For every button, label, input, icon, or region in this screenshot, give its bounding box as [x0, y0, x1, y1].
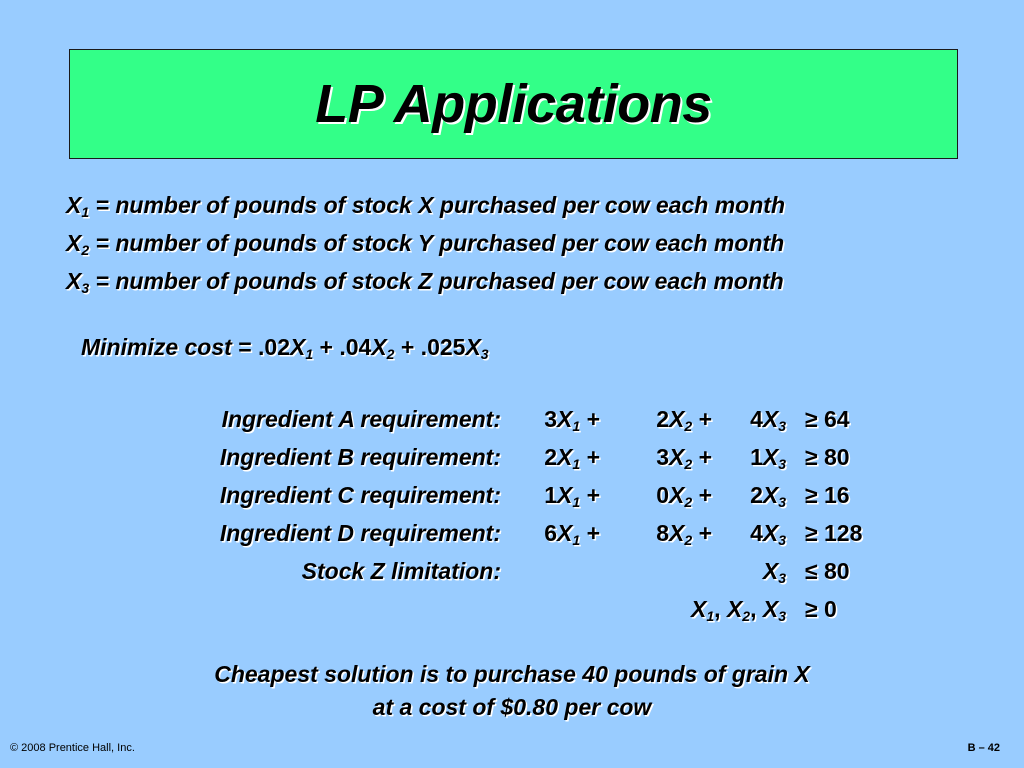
constraint-label: Stock Z limitation:	[301, 558, 501, 584]
def-var: X	[66, 192, 82, 218]
term-3: $1X_3$	[750, 444, 786, 472]
copyright: © 2008 Prentice Hall, Inc.	[10, 742, 135, 754]
constraint-rhs: ≤ 80	[805, 558, 850, 584]
page-number: B – 42	[967, 742, 1000, 754]
variable-definitions	[66, 186, 785, 300]
term-2: $0X_2$ +	[656, 482, 712, 510]
def-text: = number of pounds of stock Y purchased per cow each month	[95, 230, 785, 256]
constraint-rhs: ≥ 80	[805, 444, 850, 470]
conclusion-line-2: at a cost of $0.80 per cow	[372, 694, 652, 720]
constraint-rhs: ≥ 64	[805, 406, 850, 432]
def-var: X	[66, 268, 82, 294]
term-1: $6X_1$ +	[544, 520, 600, 548]
objective-term: + .04	[313, 334, 372, 360]
term-3: $4X_3$	[750, 520, 786, 548]
objective-var: X	[290, 334, 306, 360]
constraint-row	[0, 482, 1024, 520]
constraint-row-nonnegativity	[0, 596, 1024, 634]
constraint-rhs: ≥ 0	[805, 596, 837, 622]
def-sub: 3	[81, 280, 90, 296]
objective-function	[81, 334, 489, 361]
definition-x2	[66, 224, 785, 262]
definition-x3	[66, 262, 785, 300]
objective-var: X	[465, 334, 481, 360]
term-3: $X_3$	[762, 558, 786, 586]
constraint-label: Ingredient D requirement:	[219, 520, 501, 546]
def-var: X	[66, 230, 82, 256]
conclusion-line-1: Cheapest solution is to purchase 40 pounds of grain X	[214, 661, 810, 687]
constraint-label: Ingredient A requirement:	[221, 406, 501, 432]
objective-term: + .025	[394, 334, 466, 360]
term-2: $2X_2$ +	[656, 406, 712, 434]
term-1: $1X_1$ +	[544, 482, 600, 510]
constraint-rhs: ≥ 16	[805, 482, 850, 508]
constraint-label: Ingredient C requirement:	[219, 482, 501, 508]
term-1: $2X_1$ +	[544, 444, 600, 472]
term-3: $4X_3$	[750, 406, 786, 434]
def-sub: 1	[81, 204, 90, 220]
constraint-row	[0, 406, 1024, 444]
constraint-row	[0, 520, 1024, 558]
constraint-label: Ingredient B requirement:	[219, 444, 501, 470]
term-2: $8X_2$ +	[656, 520, 712, 548]
conclusion	[0, 658, 1024, 724]
constraint-rhs: ≥ 128	[805, 520, 863, 546]
objective-sub: 1	[305, 346, 314, 362]
term-2: $3X_2$ +	[656, 444, 712, 472]
constraint-row	[0, 558, 1024, 596]
objective-sub: 3	[480, 346, 489, 362]
constraints	[0, 406, 1024, 636]
def-sub: 2	[81, 242, 90, 258]
definition-x1	[66, 186, 785, 224]
nonneg-vars: $X_1$, $X_2$, $X_3$	[691, 596, 786, 624]
def-text: = number of pounds of stock Z purchased per cow each month	[95, 268, 784, 294]
objective-sub: 2	[386, 346, 395, 362]
objective-eq: = .02	[238, 334, 290, 360]
def-text: = number of pounds of stock X purchased per cow each month	[95, 192, 785, 218]
term-3: $2X_3$	[750, 482, 786, 510]
objective-var: X	[371, 334, 387, 360]
objective-label: Minimize cost	[81, 334, 232, 360]
constraint-row	[0, 444, 1024, 482]
term-1: $3X_1$ +	[544, 406, 600, 434]
title-box	[69, 49, 958, 159]
slide-title: LP Applications	[315, 74, 712, 134]
